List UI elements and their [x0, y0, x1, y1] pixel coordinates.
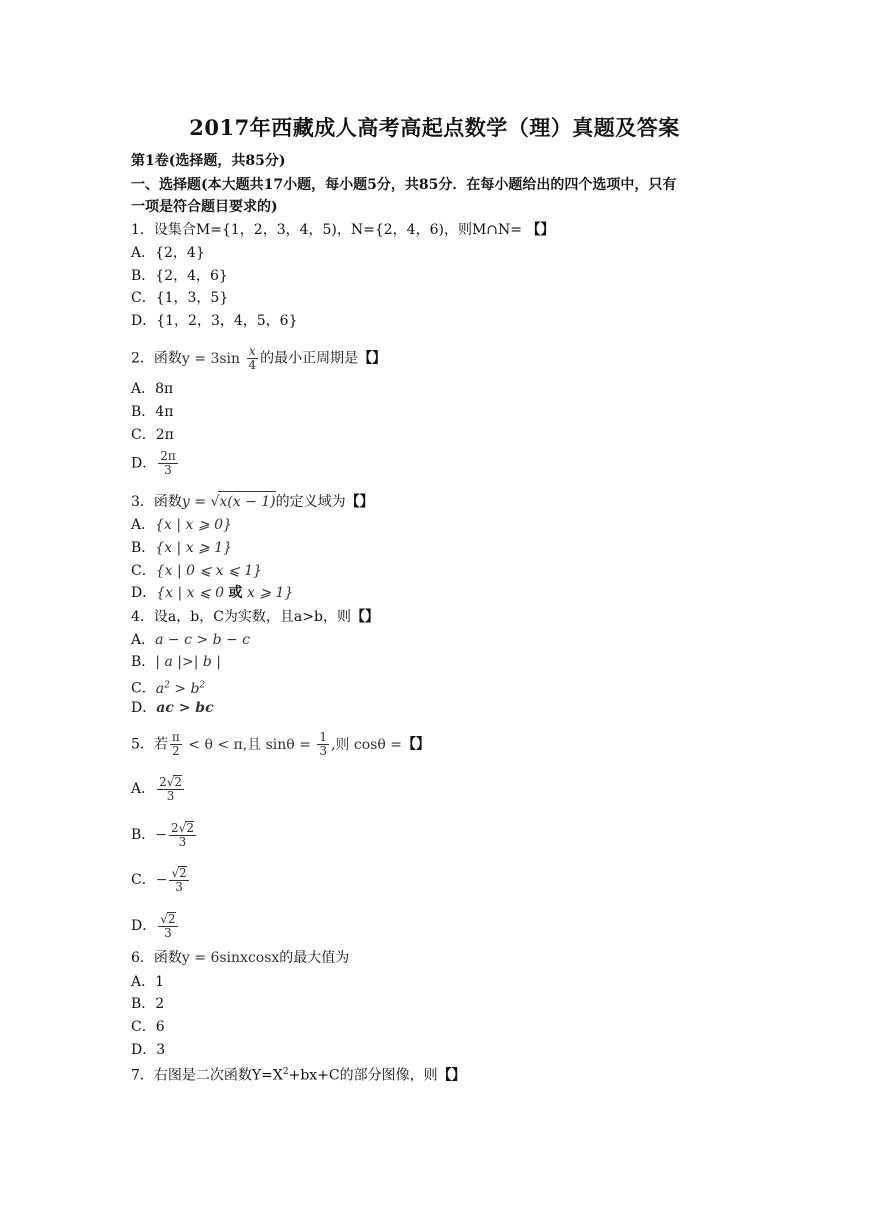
q5-option-a: A． $\frac{2√2}{3}$ — [131, 775, 183, 803]
q4-option-b: B．| a |>| b | — [131, 654, 222, 670]
page-title: 2017年西藏成人高考高起点数学（理）真题及答案 — [189, 115, 680, 140]
q3-option-d: D．{x | x ⩽ 0 或 x ⩾ 1} — [131, 585, 294, 601]
q5-option-c: C．− $\frac{√2}{3}$ — [131, 866, 187, 894]
answer-bracket: 【】 — [401, 736, 430, 753]
q1-option-d: D．{1，2，3，4，5，6} — [131, 313, 298, 329]
question-4-stem: 4．设a，b，C为实数，且a>b，则【】 — [131, 609, 379, 625]
q1-option-a: A．{2，4} — [131, 245, 205, 261]
q1-option-c: C．{1，3，5} — [131, 290, 229, 306]
q2-option-c: C．2π — [131, 427, 174, 443]
q3-option-b: B．{x | x ⩾ 1} — [131, 540, 233, 556]
question-7-stem: 7．右图是二次函数$Y=X^2+bx+C$的部分图像，则【】 — [131, 1067, 466, 1084]
q6-option-d: D．3 — [131, 1042, 166, 1058]
section-heading-line1: 一、选择题(本大题共17小题，每小题5分，共85分．在每小题给出的四个选项中，只有 — [131, 177, 677, 193]
question-6-stem: 6．函数y = 6sinxcosx的最大值为 — [131, 950, 350, 966]
q4-option-a: A．a − c > b − c — [131, 632, 251, 648]
q6-option-c: C．6 — [131, 1019, 165, 1035]
answer-bracket: 【】 — [358, 350, 387, 367]
q2-option-d: D． $\frac{2\pi}{3}$ — [131, 449, 176, 477]
part-heading: 第1卷(选择题，共85分) — [131, 153, 286, 169]
q6-option-b: B．2 — [131, 996, 165, 1012]
q2-option-b: B．4π — [131, 404, 174, 420]
q3-option-a: A．{x | x ⩾ 0} — [131, 517, 232, 533]
question-2-stem: 2．函数y = 3sin $\frac{x}{4}$ 的最小正周期是【】 — [131, 344, 387, 372]
q1-option-b: B．{2，4，6} — [131, 268, 228, 284]
q5-formula: $\frac{\pi}{2}$ < θ < π,且 sinθ = $\frac{1}{3}$ ,则 cosθ = — [171, 730, 402, 758]
question-5-stem: 5．若 $\frac{\pi}{2}$ < θ < π,且 sinθ = $\frac{1}{3}$ ,则 cosθ =【】 — [131, 730, 430, 758]
q6-formula: y = 6sinxcosx — [181, 950, 280, 966]
q4-option-d: D．ac > bc — [131, 700, 214, 716]
q3-formula: y = √x(x − 1) — [182, 494, 276, 510]
answer-bracket: 【】 — [345, 494, 374, 510]
section-heading-line2: 一项是符合题目要求的) — [131, 199, 278, 215]
q3-option-c: C．{x | 0 ⩽ x ⩽ 1} — [131, 563, 263, 579]
question-3-stem: 3．函数y = √x(x − 1)的定义域为【】 — [131, 491, 374, 512]
question-1-stem: 1．设集合M={1，2，3，4，5)，N={2，4，6)，则M∩N= 【】 — [131, 222, 555, 238]
q5-option-b: B．− $\frac{2√2}{3}$ — [131, 821, 194, 849]
q5-option-d: D． $\frac{√2}{3}$ — [131, 912, 176, 940]
q2-option-a: A．8π — [131, 381, 174, 397]
answer-bracket: 【】 — [437, 1067, 466, 1084]
q6-option-a: A．1 — [131, 974, 165, 990]
answer-bracket: 【】 — [526, 222, 555, 238]
answer-bracket: 【】 — [350, 609, 379, 625]
q2-formula: y = 3sin $\frac{x}{4}$ — [181, 344, 257, 372]
q4-option-c: C．$a^2 > b^2$ — [131, 680, 206, 697]
